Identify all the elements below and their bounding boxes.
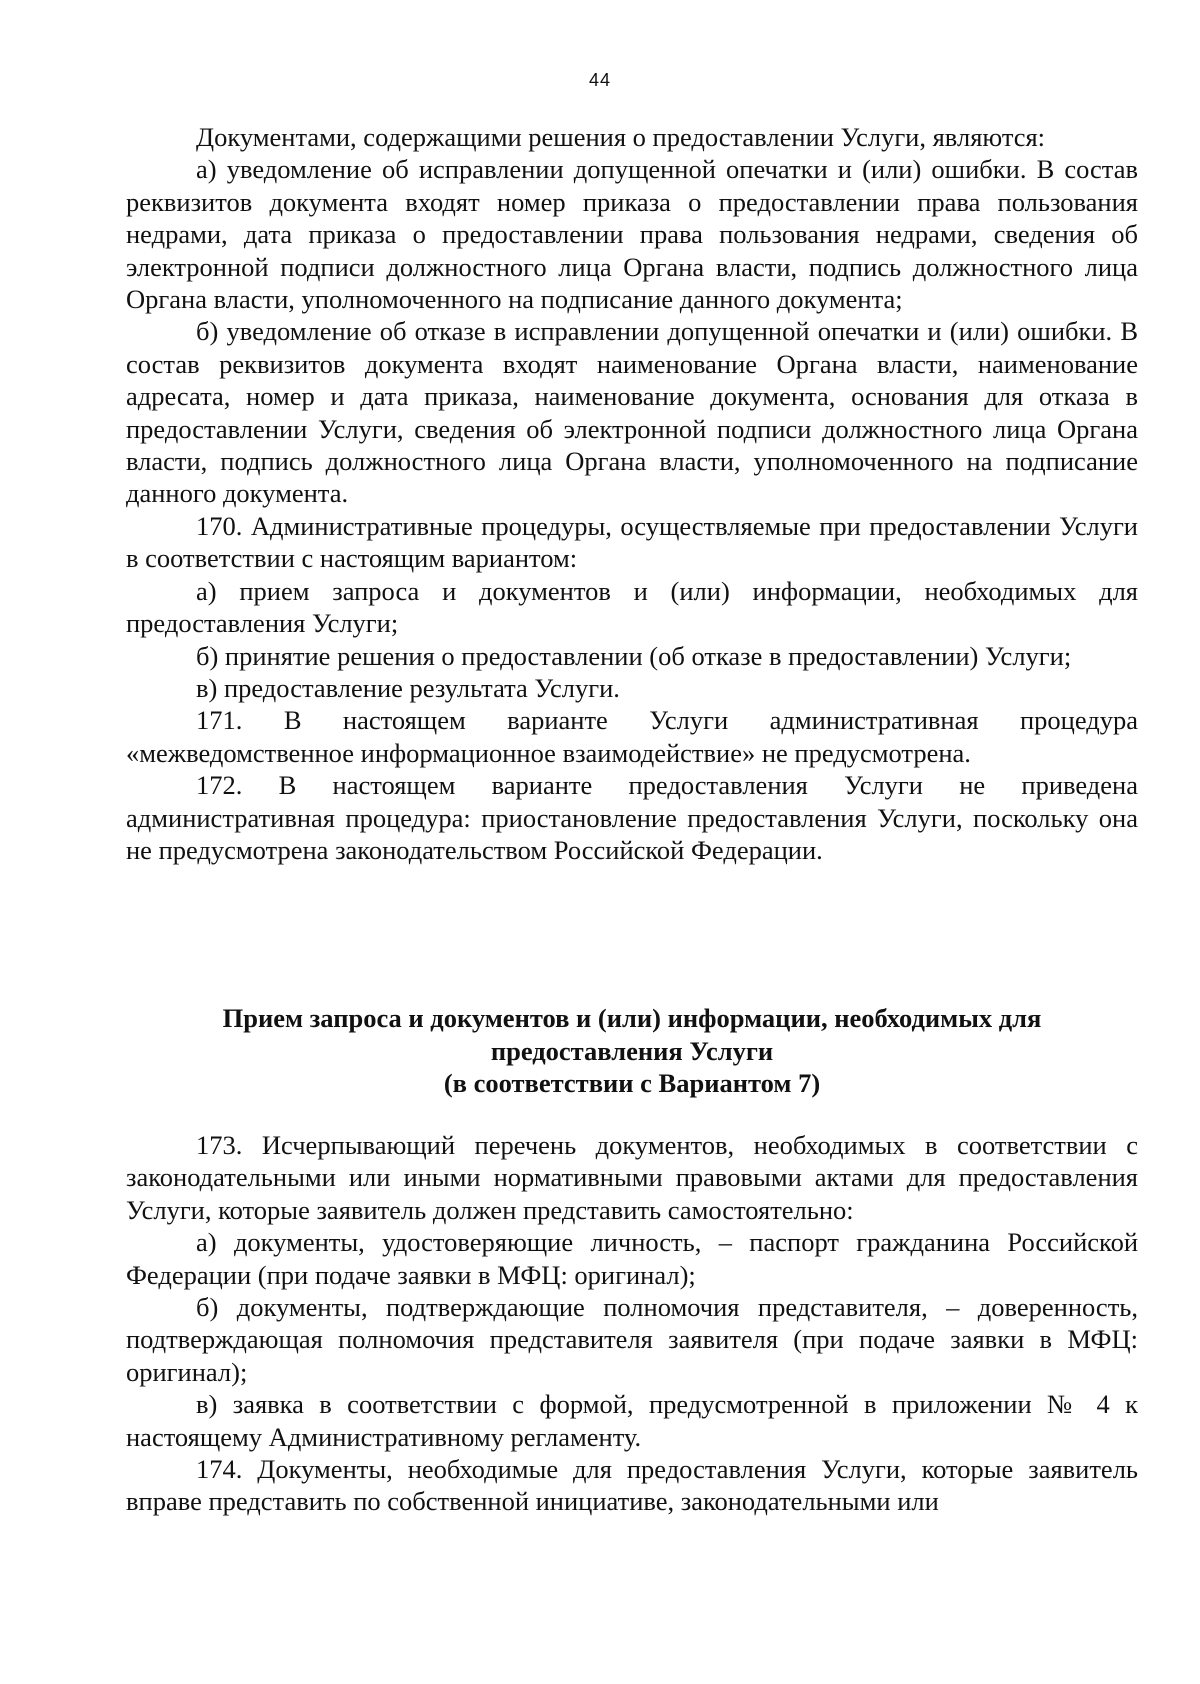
paragraph-173-b: б) документы, подтверждающие полномочия представителя, – доверенность, подтверждающая полномочия представителя заявителя (при подаче заявки в МФЦ: оригинал); [126, 1292, 1138, 1387]
paragraph-173-c: в) заявка в соответствии с формой, предусмотренной в приложении № 4 к настоящему Административному регламенту. [126, 1389, 1138, 1452]
page-number: 44 [588, 70, 612, 90]
paragraph-173-a: а) документы, удостоверяющие личность, – паспорт гражданина Российской Федерации (при подаче заявки в МФЦ: оригинал); [126, 1227, 1138, 1290]
paragraph-item-a: а) уведомление об исправлении допущенной опечатки и (или) ошибки. В состав реквизитов документа входят номер приказа о предоставлении права пользования недрами, дата приказа о предоставлении права пользования недрами, сведения об электронной подписи должностного лица Органа власти, подпись должностного лица Органа власти, уполномоченного на подписание данного документа; [126, 154, 1138, 315]
paragraph-174: 174. Документы, необходимые для предоставления Услуги, которые заявитель вправе представить по собственной инициативе, законодательными или [126, 1454, 1138, 1517]
bottom-text-block [126, 1129, 1138, 1518]
section-heading [126, 1002, 1138, 1100]
paragraph-172: 172. В настоящем варианте предоставления Услуги не приведена административная процедура: приостановление предоставления Услуги, поскольку она не предусмотрена законодательством Российской Федерации. [126, 770, 1138, 865]
paragraph-intro: Документами, содержащими решения о предоставлении Услуги, являются: [196, 122, 1046, 152]
paragraph-170-b: б) принятие решения о предоставлении (об отказе в предоставлении) Услуги; [196, 640, 1072, 671]
paragraph-item-b: б) уведомление об отказе в исправлении допущенной опечатки и (или) ошибки. В состав реквизитов документа входят наименование Органа власти, наименование адресата, номер и дата приказа, наименование документа, основания для отказа в предоставлении Услуги, сведения об электронной подписи должностного лица Органа власти, подпись должностного лица Органа власти, уполномоченного на подписание данного документа. [126, 316, 1138, 509]
paragraph-170: 170. Административные процедуры, осуществляемые при предоставлении Услуги в соответствии с настоящим вариантом: [126, 510, 1138, 574]
section-heading-line-3: (в соответствии с Вариантом 7) [443, 1068, 821, 1098]
section-heading-line-2: предоставления Услуги [490, 1035, 774, 1066]
top-text-block [126, 121, 1138, 866]
paragraph-170-c: в) предоставление результата Услуги. [196, 672, 620, 703]
paragraph-171: 171. В настоящем варианте Услуги административная процедура «межведомственное информационное взаимодействие» не предусмотрена. [126, 705, 1138, 768]
section-heading-line-1: Прием запроса и документов и (или) информации, необходимых для [222, 1003, 1042, 1033]
paragraph-170-a: а) прием запроса и документов и (или) информации, необходимых для предоставления Услуги; [126, 575, 1138, 639]
paragraph-173: 173. Исчерпывающий перечень документов, необходимых в соответствии с законодательными или иными нормативными правовыми актами для предоставления Услуги, которые заявитель должен представить самостоятельно: [126, 1130, 1138, 1225]
